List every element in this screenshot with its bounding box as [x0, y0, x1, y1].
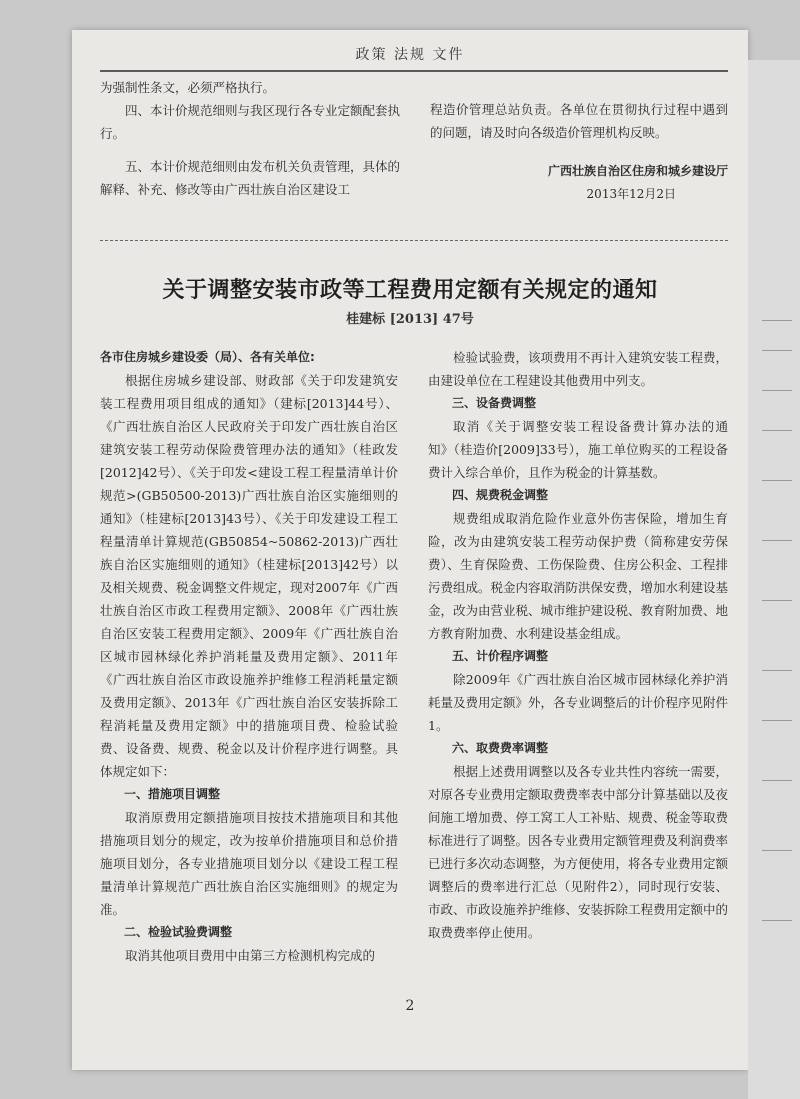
adjacent-table-rule: [762, 540, 792, 541]
adjacent-table-rule: [762, 350, 792, 351]
pricing-procedure-paragraph: 除2009年《广西壮族自治区城市园林绿化养护消耗量及费用定额》外，各专业调整后的计价程序见附件1。: [428, 672, 729, 733]
top-left-para-4: 四、本计价规范细则与我区现行各专业定额配套执行。: [100, 103, 401, 141]
inspection-paragraph-start: 取消其他项目费用中由第三方检测机构完成的: [125, 948, 376, 963]
heading-equipment: 三、设备费调整: [452, 396, 537, 410]
equipment-paragraph: 取消《关于调整安装工程设备费计算办法的通知》（桂造价[2009]33号），施工单位购买的工程设备费计入综合单价，且作为税金的计算基数。: [428, 419, 728, 480]
section-separator: [100, 240, 728, 241]
measures-paragraph: 取消原费用定额措施项目按技术措施项目和其他措施项目划分的规定，改为按单价措施项目和总价措施项目划分，各专业措施项目划分以《建设工程工程量清单计算规范广西壮族自治区实施细则》的规定为准。: [100, 810, 398, 917]
adjacent-table-rule: [762, 390, 792, 391]
top-right-para: 程造价管理总站负责。各单位在贯彻执行过程中遇到的问题，请及时向各级造价管理机构反映。: [430, 102, 728, 140]
adjacent-page-edge: [748, 60, 800, 1099]
heading-pricing-procedure: 五、计价程序调整: [452, 649, 549, 663]
adjacent-table-rule: [762, 600, 792, 601]
adjacent-table-rule: [762, 480, 792, 481]
header-rule: [100, 70, 728, 72]
page-number: 2: [405, 998, 415, 1014]
body-right-column: [428, 346, 728, 944]
adjacent-table-rule: [762, 430, 792, 431]
notice-title: 关于调整安装市政等工程费用定额有关规定的通知: [162, 278, 658, 303]
top-left-line-1: 为强制性条文，必须严格执行。: [100, 80, 276, 95]
top-left-para-5: 五、本计价规范细则由发布机关负责管理，具体的解释、补充、修改等由广西壮族自治区建设工: [100, 159, 401, 197]
section-header: 政策 法规 文件: [355, 47, 465, 63]
adjacent-table-rule: [762, 320, 792, 321]
top-right-column: [430, 98, 728, 206]
doc-number: 桂建标 [2013] 47号: [346, 312, 474, 327]
adjacent-table-rule: [762, 920, 792, 921]
top-left-column: [100, 76, 400, 201]
body-left-column: [100, 346, 398, 967]
fees-taxes-paragraph: 规费组成取消危险作业意外伤害保险，增加生育险，改为由建筑安装工程劳动保护费（简称建安劳保费）、生育保险费、工伤保险费、住房公积金、工程排污费组成。税金内容取消防洪保安费，增加水利建设基金，改为由营业税、城市维护建设税、教育附加费、地方教育附加费、水利建设基金组成。: [428, 511, 729, 641]
issue-date: 2013年12月2日: [586, 187, 676, 201]
heading-rate-adjustment: 六、取费费率调整: [452, 741, 549, 755]
adjacent-table-rule: [762, 850, 792, 851]
adjacent-table-rule: [762, 780, 792, 781]
inspection-paragraph-cont: 检验试验费，该项费用不再计入建筑安装工程费，由建设单位在工程建设其他费用中列支。: [428, 350, 729, 388]
heading-fees-taxes: 四、规费税金调整: [452, 488, 549, 502]
rate-adjustment-paragraph: 根据上述费用调整以及各专业共性内容统一需要，对原各专业费用定额取费费率表中部分计算基础以及夜间施工增加费、停工窝工人工补贴、规费、税金等取费标准进行了调整。因各专业费用定额管理费及利润费率已进行多次动态调整，为方便使用，将各专业费用定额调整后的费率进行汇总（见附件2），同时现行安装、市政、市政设施养护维修、安装拆除工程费用定额中的取费费率停止使用。: [428, 764, 729, 940]
intro-paragraph: 根据住房城乡建设部、财政部《关于印发建筑安装工程费用项目组成的通知》（建标[2013]44号）、《广西壮族自治区人民政府关于印发广西壮族自治区建筑安装工程劳动保险费管理办法的通知》（桂政发[2012]42号）、《关于印发<建设工程工程量清单计价规范>(GB50500-2013)广西壮族自治区实施细则的通知》（桂建标[2013]43号）、《关于印发建设工程工程量清单计算规范(GB50854~50862-2013)广西壮族自治区实施细则的通知》（桂建标[2013]42号）以及相关规费、税金调整文件规定，现对2007年《广西壮族自治区市政工程费用定额》、2008年《广西壮族自治区安装工程费用定额》、2009年《广西壮族自治区城市园林绿化养护消耗量及费用定额》、2011年《广西壮族自治区市政设施养护维修工程消耗量定额及费用定额》、2013年《广西壮族自治区安装拆除工程消耗量及费用定额》中的措施项目费、检验试验费、设备费、规费、税金以及计价程序进行调整。具体规定如下：: [100, 373, 398, 779]
adjacent-table-rule: [762, 670, 792, 671]
document-page: [72, 30, 748, 1070]
heading-inspection: 二、检验试验费调整: [124, 925, 233, 939]
heading-measures: 一、措施项目调整: [124, 787, 221, 801]
issuer: 广西壮族自治区住房和城乡建设厅: [547, 164, 728, 178]
salutation: 各市住房城乡建设委（局）、各有关单位:: [100, 350, 315, 364]
adjacent-table-rule: [762, 720, 792, 721]
